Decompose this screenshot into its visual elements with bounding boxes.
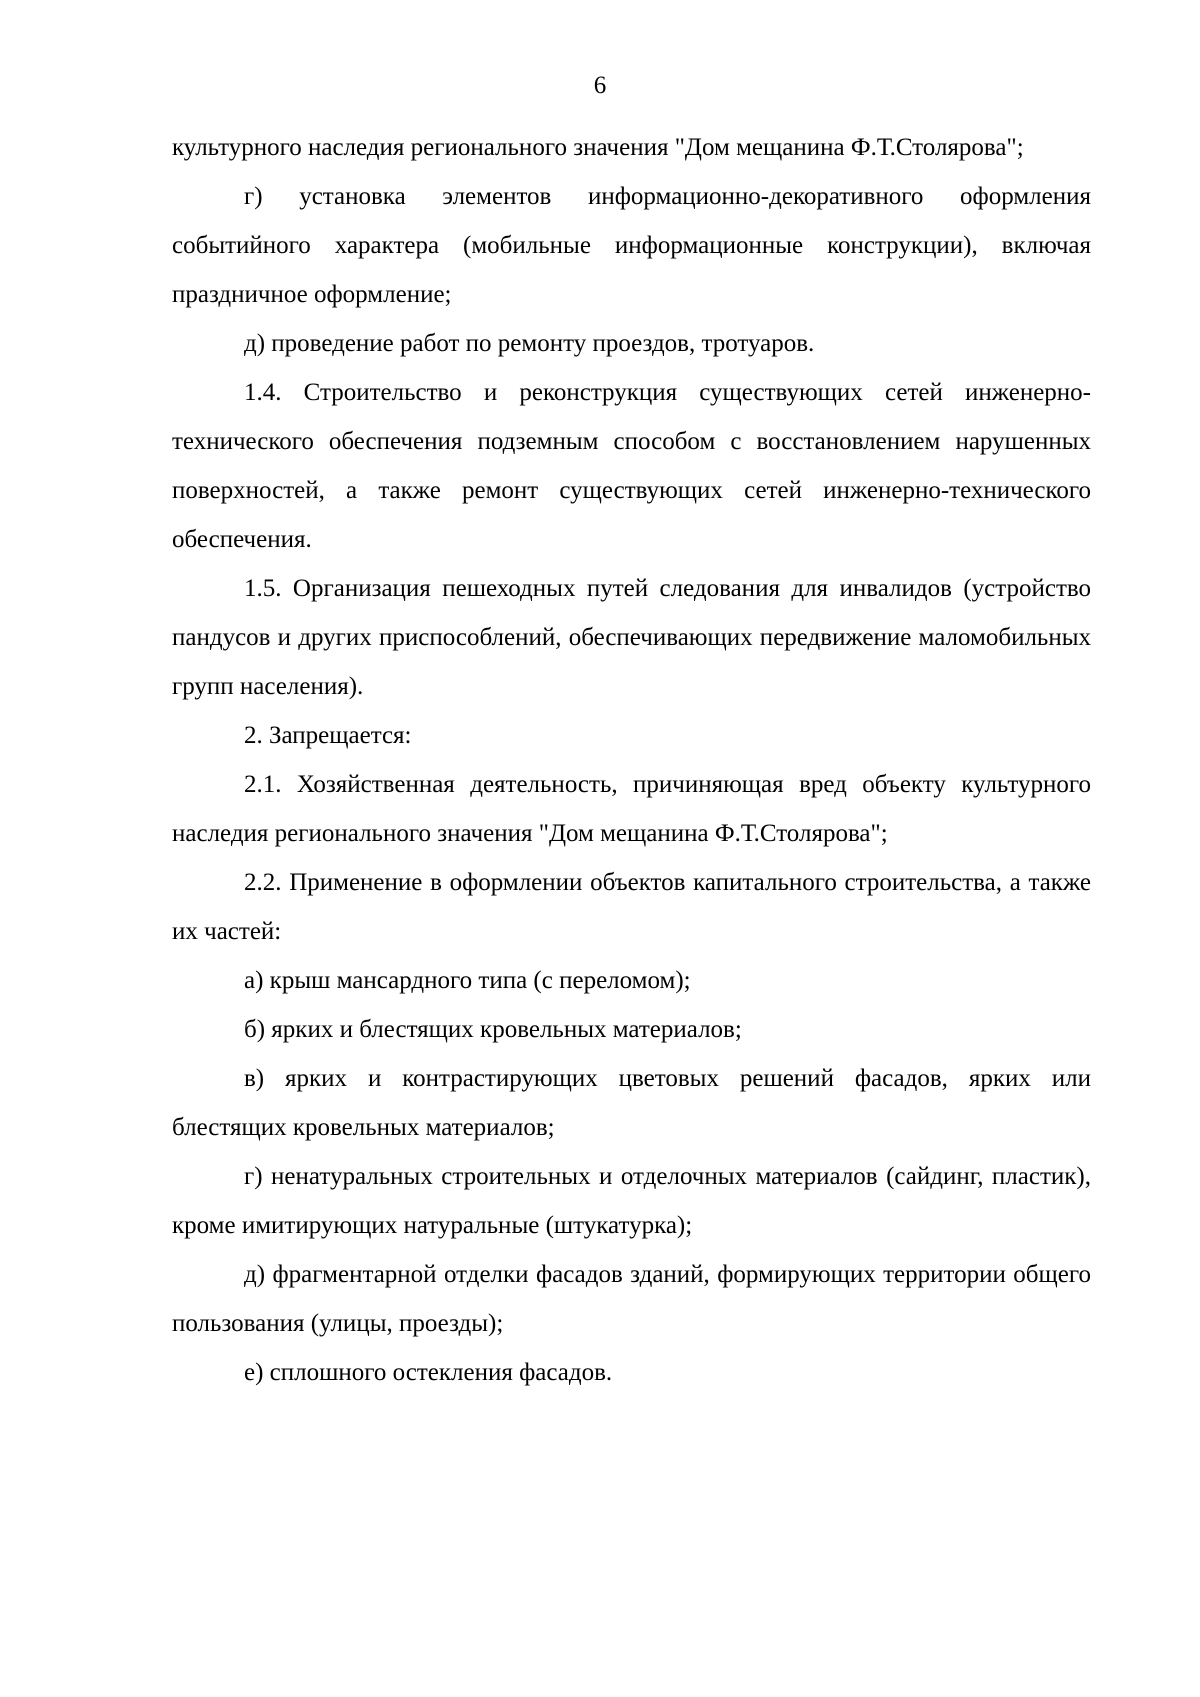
document-body: [172, 123, 1091, 1397]
paragraph-item-b: б) ярких и блестящих кровельных материалов;: [244, 1016, 742, 1043]
paragraph-item-d: д) фрагментарной отделки фасадов зданий, формирующих территории общего пользования (улицы, проезды);: [172, 1261, 1091, 1337]
paragraph-2-2: 2.2. Применение в оформлении объектов капитального строительства, а также их частей:: [172, 869, 1091, 945]
page-number: 6: [593, 72, 607, 99]
paragraph-item-d-repair: д) проведение работ по ремонту проездов, тротуаров.: [244, 330, 815, 357]
paragraph-item-g: г) ненатуральных строительных и отделочных материалов (сайдинг, пластик), кроме имитирующих натуральные (штукатурка);: [172, 1163, 1091, 1239]
paragraph-item-a: а) крыш мансардного типа (с переломом);: [244, 967, 691, 994]
paragraph-2: 2. Запрещается:: [244, 722, 412, 749]
paragraph-1-5: 1.5. Организация пешеходных путей следования для инвалидов (устройство пандусов и других приспособлений, обеспечивающих передвижение маломобильных групп населения).: [172, 575, 1091, 700]
paragraph-continuation: культурного наследия регионального значения "Дом мещанина Ф.Т.Столярова";: [172, 134, 1024, 161]
paragraph-2-1: 2.1. Хозяйственная деятельность, причиняющая вред объекту культурного наследия регионального значения "Дом мещанина Ф.Т.Столярова";: [172, 771, 1091, 847]
paragraph-item-g-decorative: г) установка элементов информационно-декоративного оформления событийного характера (мобильные информационные конструкции), включая праздничное оформление;: [172, 183, 1091, 308]
paragraph-item-v: в) ярких и контрастирующих цветовых решений фасадов, ярких или блестящих кровельных материалов;: [172, 1065, 1091, 1141]
paragraph-1-4: 1.4. Строительство и реконструкция существующих сетей инженерно-технического обеспечения подземным способом с восстановлением нарушенных поверхностей, а также ремонт существующих сетей инженерно-технического обеспечения.: [172, 379, 1091, 553]
paragraph-item-e: е) сплошного остекления фасадов.: [244, 1359, 613, 1386]
